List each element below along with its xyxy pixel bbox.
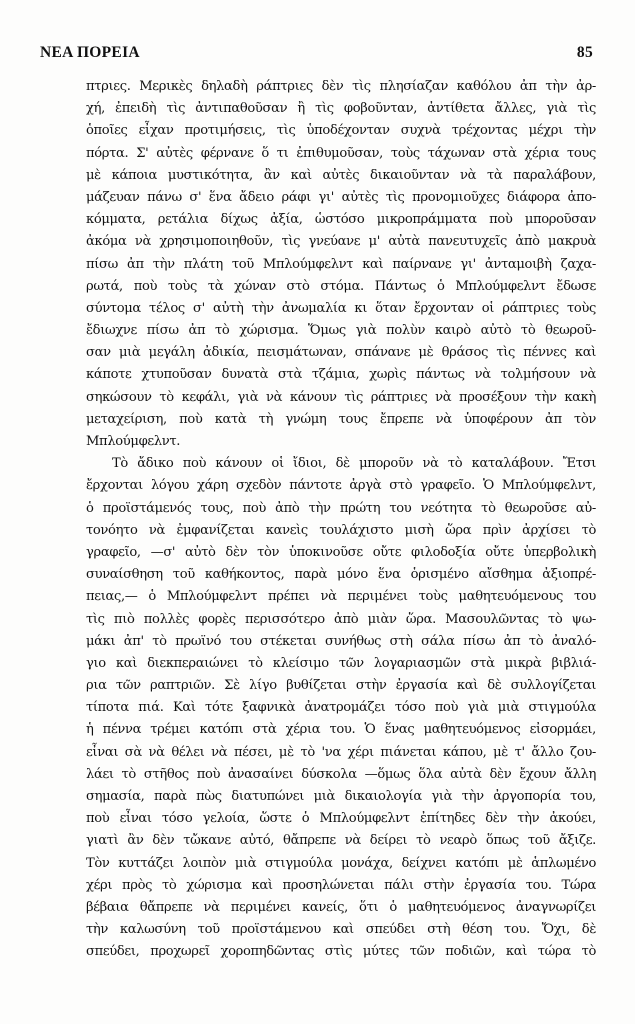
paragraph (86, 453, 596, 963)
text-line: ὁ προϊστάμενός τους, ποὺ ἀπὸ τὴν πρώτη του νεότητα τὸ θεωροῦσε αὐ- (86, 500, 596, 516)
text-line: γραφεῖο, —σ' αὐτὸ δὲν τὸν ὑποκινοῦσε οὔτε φιλοδοξία οὔτε ὑπερβολικὴ (86, 544, 596, 560)
text-line: ἡ πέννα τρέμει κατόπι στὰ χέρια του. Ὁ ἕνας μαθητευόμενος εἰσορμάει, (86, 722, 596, 738)
text-line: πειας,— ὁ Μπλούμφελντ πρέπει νὰ περιμένει τοὺς μαθητευόμενους του (86, 589, 596, 605)
page-number: 85 (576, 44, 593, 61)
text-line: τὴν καλωσύνη τοῦ προϊστάμενου καὶ σπεύδει στὴ θέση του. Ὄχι, δὲ (86, 922, 596, 938)
text-line: Τὸν κυττάζει λοιπὸν μιὰ στιγμούλα μονάχα, δείχνει κατόπι μὲ ἁπλωμένο (86, 855, 596, 871)
text-line: ποὺ εἶναι τόσο γελοία, ὥστε ὁ Μπλούμφελντ ἐπίτηδες δὲν τὴν ἀκούει, (86, 811, 596, 827)
text-line: μὲ κάποια μυστικότητα, ἂν καὶ αὐτὲς δικαιοῦνταν νὰ τὰ παραλάβουν, (86, 167, 596, 183)
text-line: κόμματα, ρετάλια δίχως ἀξία, ὡστόσο μικροπράμματα ποὺ μποροῦσαν (86, 212, 596, 228)
text-line: ἔρχονται λόγου χάρη σχεδὸν πάντοτε ἀργὰ στὸ γραφεῖο. Ὁ Μπλούμφελντ, (86, 478, 596, 494)
text-line: ἀκόμα νὰ χρησιμοποιηθοῦν, τὶς γνεύανε μ' αὐτὰ πανευτυχεῖς ἀπὸ μακρυὰ (86, 234, 596, 250)
text-line: τίποτα πιά. Καὶ τότε ξαφνικὰ ἀνατρομάζει τόσο ποὺ γιὰ μιὰ στιγμούλα (86, 700, 596, 716)
text-line: συναίσθηση τοῦ καθήκοντος, παρὰ μόνο ἕνα ὁρισμένο αἴσθημα ἀξιοπρέ- (86, 567, 596, 583)
text-line: χέρι πρὸς τὸ χώρισμα καὶ προσηλώνεται πάλι στὴν ἐργασία του. Τώρα (86, 877, 596, 893)
text-line: βέβαια θἄπρεπε νὰ περιμένει κανείς, ὅτι ὁ μαθητευόμενος ἀναγνωρίζει (86, 899, 596, 915)
text-line: σηκώσουν τὸ κεφάλι, γιὰ νὰ κάνουν τὶς ράπτριες νὰ προσέξουν τὴν κακὴ (86, 389, 596, 405)
text-line: λάει τὸ στῆθος ποὺ ἀνασαίνει δύσκολα —ὅμως ὅλα αὐτὰ δὲν ἔχουν ἄλλη (86, 766, 596, 782)
text-line: γιο καὶ διεκπεραιώνει τὸ κλείσιμο τῶν λογαριασμῶν στὰ μικρὰ βιβλιά- (86, 655, 596, 671)
text-line: ἔδιωχνε πίσω ἀπ τὸ χώρισμα. Ὅμως γιὰ πολὺν καιρὸ αὐτὸ τὸ θεωροῦ- (86, 323, 596, 339)
text-line: σπεύδει, προχωρεῖ χοροπηδῶντας στὶς μύτες τῶν ποδιῶν, καὶ τώρα τὸ (86, 944, 596, 960)
text-line: πίσω ἀπ τὴν πλάτη τοῦ Μπλούμφελντ καὶ παίρνανε γι' ἀνταμοιβὴ ζαχα- (86, 256, 596, 272)
text-line: σημασία, παρὰ πὼς διατυπώνει μιὰ δικαιολογία γιὰ τὴν ἀργοπορία του, (86, 789, 596, 804)
text-line: πόρτα. Σ' αὐτὲς φέρνανε ὅ τι ἐπιθυμοῦσαν, τοὺς τάχωναν στὰ χέρια τους (86, 145, 596, 161)
text-line: χή, ἐπειδὴ τὶς ἀντιπαθοῦσαν ἢ τὶς φοβοῦνταν, ἀντίθετα ἄλλες, γιὰ τὶς (86, 101, 596, 117)
text-line: μάζευαν πάνω σ' ἕνα ἄδειο ράφι γι' αὐτὲς τὶς προνομιοῦχες διάφορα ἀπο- (86, 189, 596, 205)
text-line: τονόητο νὰ ἐμφανίζεται κανεὶς τουλάχιστο μισὴ ὥρα πρὶν ἀρχίσει τὸ (86, 522, 596, 538)
text-line: γιατὶ ἂν δὲν τὤκανε αὐτό, θἄπρεπε νὰ δείρει τὸ νεαρὸ ὅπως τοῦ ἄξιζε. (86, 833, 596, 849)
body-text (86, 76, 596, 964)
text-line: σαν μιὰ μεγάλη ἀδικία, πεισμάτωναν, σπάνανε μὲ θράσος τὶς πέννες καὶ (86, 345, 596, 361)
text-line: μάκι ἀπ' τὸ πρωϊνό του στέκεται συνήθως στὴ σάλα πίσω ἀπ τὸ ἀναλό- (86, 633, 596, 649)
text-line: σύντομα τέλος σ' αὐτὴ τὴν ἀνωμαλία κι ὅταν ἔρχονταν οἱ ράπτριες τοὺς (86, 300, 596, 316)
text-line: Μπλούμφελντ. (86, 434, 181, 449)
text-line: ὁποῖες εἶχαν προτιμήσεις, τὶς ὑποδέχονταν συχνὰ τρέχοντας μέχρι τὴν (86, 123, 596, 139)
text-line: κάποτε χτυποῦσαν δυνατὰ στὰ τζάμια, χωρὶς πάντως νὰ τολμήσουν νὰ (86, 367, 596, 383)
text-line: μεταχείριση, ποὺ κατὰ τὴ γνώμη τους ἔπρεπε νὰ ὑποφέρουν ἀπ τὸν (86, 411, 596, 427)
running-title: ΝΕΑ ΠΟΡΕΙΑ (40, 44, 140, 61)
text-line: ρια τῶν ραπτριῶν. Σὲ λίγο βυθίζεται στὴν ἐργασία καὶ δὲ συλλογίζεται (86, 678, 596, 694)
text-line: ρωτά, ποὺ τοὺς τὰ χώναν στὸ στόμα. Πάντως ὁ Μπλούμφελντ ἔδωσε (86, 278, 596, 294)
running-header (40, 44, 593, 66)
text-line: τὶς πιὸ πολλὲς φορὲς περισσότερο ἀπὸ μιὰν ὥρα. Μασουλῶντας τὸ ψω- (86, 611, 596, 627)
text-line: εἶναι σὰ νὰ θέλει νὰ πέσει, μὲ τὸ 'να χέρι πιάνεται κάπου, μὲ τ' ἄλλο ζου- (86, 744, 596, 760)
paragraph (86, 76, 596, 453)
text-line: πτριες. Μερικὲς δηλαδὴ ράπτριες δὲν τὶς πλησίαζαν καθόλου ἀπ τὴν ἀρ- (86, 79, 596, 94)
text-line: Τὸ ἄδικο ποὺ κάνουν οἱ ἴδιοι, δὲ μποροῦν νὰ τὸ καταλάβουν. Ἔτσι (112, 456, 596, 472)
